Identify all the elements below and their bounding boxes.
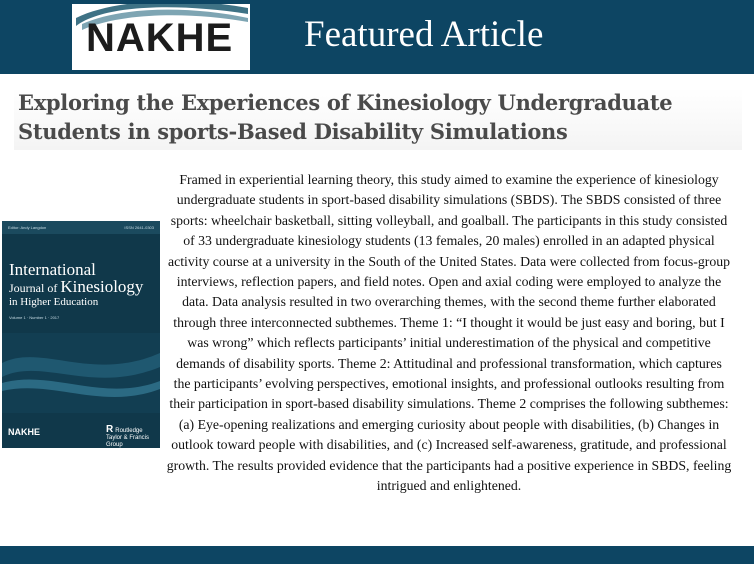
- cover-publisher-name: Routledge: [115, 428, 143, 434]
- cover-title-line-3: in Higher Education: [9, 296, 99, 308]
- article-title-line-1: Exploring the Experiences of Kinesiology Undergraduate: [18, 90, 673, 115]
- article-title: [14, 88, 742, 150]
- article-abstract: Framed in experiential learning theory, this study aimed to examine the experience of kinesiology undergraduate students in sport-based disability simulations (SBDS). The SBDS consisted of three sports: wheelchair basketball, sitting volleyball, and goalball. The participants in this study consisted of 33 undergraduate kinesiology students (13 females, 20 males) enrolled in an adapted physical activity course at a university in the South of the United States. Data were collected from focus-group interviews, reflection papers, and field notes. Open and axial coding were employed to analyze the data. Data analysis resulted in two overarching themes, with the second theme further elaborated through three interconnected subthemes. Theme 1: “I thought it would be just easy and boring, but I was wrong” which reflects participants’ initial underestimation of the physical and competitive demands of disability sports. Theme 2: Attitudinal and professional transformation, which captures the participants’ evolving perspectives, emotional insights, and professional outlooks resulting from their participation in sport-based disability simulations. Theme 2 comprises the following subthemes: (a) Eye-opening realizations and emerging curiosity about people with disabilities, (b) Changes in outlook toward people with disabilities, and (c) Increased self-awareness, gratitude, and professional growth. The results provided evidence that the participants had a positive experience in SBDS, feeling intrigued and enlightened.: [166, 172, 732, 494]
- footer-bar: [0, 546, 754, 564]
- cover-title-line-2-big: Kinesiology: [60, 277, 144, 296]
- page-title: Featured Article: [304, 14, 544, 55]
- journal-cover-image: [2, 221, 160, 448]
- logo-text: NAKHE: [86, 16, 234, 60]
- cover-journal-title: [9, 261, 159, 309]
- article-title-line-2: Students in sports-Based Disability Simulations: [18, 119, 568, 144]
- cover-issn: ISSN 2641-0303: [124, 225, 154, 230]
- cover-stripe-graphic: [2, 333, 160, 413]
- cover-volume: Volume 1 · Number 1 · 2017: [9, 315, 60, 320]
- cover-publisher-sub: Taylor & Francis Group: [106, 435, 150, 448]
- routledge-icon: R: [106, 424, 114, 435]
- nakhe-logo: [72, 4, 250, 70]
- cover-title-line-2-pre: Journal of: [9, 281, 58, 295]
- cover-editor: Editor: Andy Langdon: [8, 225, 47, 230]
- cover-title-line-2: [9, 279, 159, 296]
- cover-nakhe-logo: NAKHE: [8, 427, 41, 437]
- cover-title-line-1: International: [9, 260, 96, 279]
- header-bar: [0, 0, 754, 74]
- cover-publisher: [106, 426, 154, 448]
- cover-top-band: [2, 221, 160, 234]
